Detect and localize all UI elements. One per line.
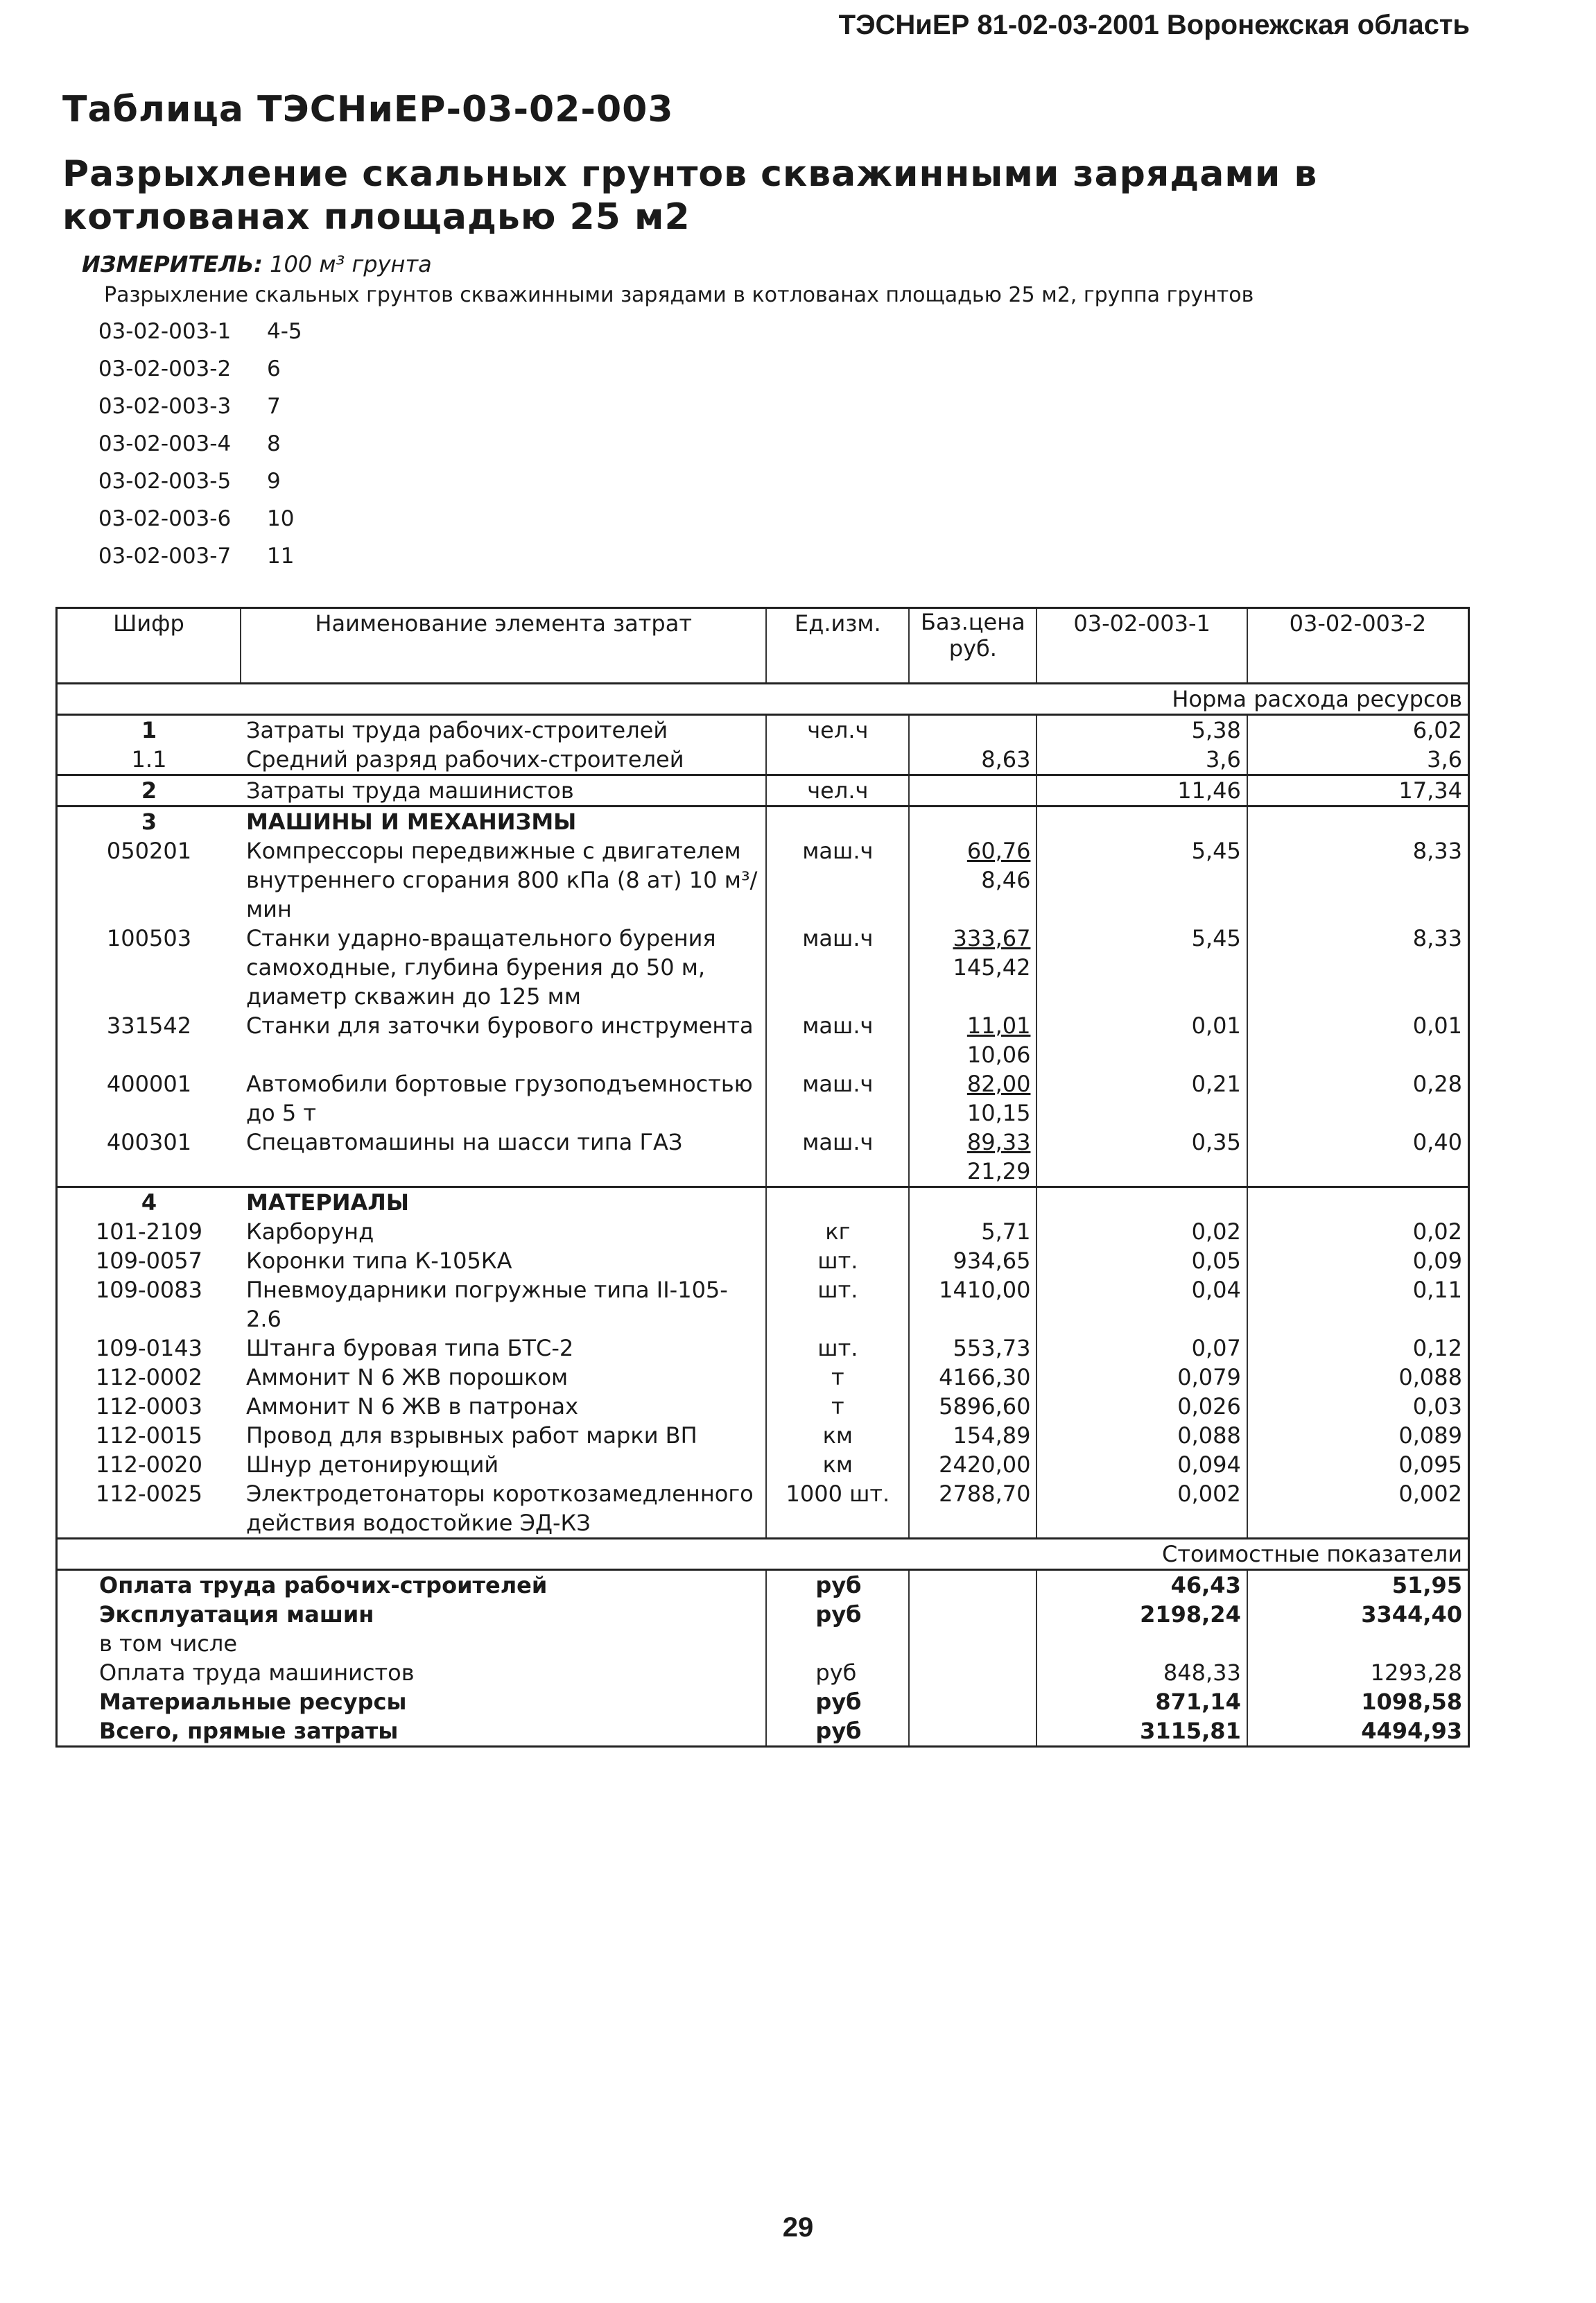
row-code: 109-0083 (95, 1277, 202, 1303)
code-list-code: 03-02-003-7 (98, 544, 232, 569)
table-row (57, 1069, 1469, 1128)
row-name: Коронки типа К-105КА (241, 1246, 766, 1275)
row-price-wage: 8,46 (981, 867, 1031, 893)
row-value-1: 5,45 (1036, 836, 1247, 924)
summary-unit: руб (766, 1600, 909, 1629)
row-unit: км (766, 1421, 909, 1450)
row-value-2: 3,6 (1427, 746, 1462, 773)
row-price-wage: 145,42 (953, 954, 1031, 981)
table-row (57, 715, 1469, 745)
summary-row (57, 1600, 1469, 1629)
row-price (909, 1128, 1036, 1187)
code-list-group: 10 (267, 506, 295, 531)
row-price (909, 924, 1036, 1011)
summary-value-2 (1247, 1629, 1469, 1658)
row-name: Пневмоударники погружные типа II-105-2.6 (241, 1275, 766, 1334)
row-value-2: 6,02 (1247, 715, 1469, 745)
page-number: 29 (782, 2212, 814, 2243)
code-list-code: 03-02-003-6 (98, 506, 232, 531)
row-value-2: 0,088 (1398, 1364, 1462, 1390)
row-price-wage: 21,29 (966, 1158, 1031, 1184)
summary-value-1: 848,33 (1036, 1658, 1247, 1687)
row-name: Штанга буровая типа БТС-2 (241, 1334, 766, 1363)
col-header-code: Шифр (57, 608, 241, 684)
row-code: 1.1 (131, 746, 167, 773)
measure-value: 100 м³ грунта (270, 251, 432, 277)
table-header-row (57, 608, 1469, 684)
row-value-1: 0,01 (1036, 1011, 1247, 1069)
row-unit: маш.ч (766, 836, 909, 924)
row-code: 400001 (106, 1071, 192, 1097)
row-price-total: 89,33 (966, 1129, 1031, 1155)
row-unit: чел.ч (766, 775, 909, 807)
row-name: Шнур детонирующий (241, 1450, 766, 1479)
row-value-1 (1036, 1187, 1247, 1218)
row-value-2 (1247, 807, 1469, 837)
row-code: 112-0020 (95, 1451, 202, 1478)
table-row (57, 1450, 1469, 1479)
row-value-1: 0,079 (1036, 1363, 1247, 1392)
table-row (57, 1187, 1469, 1218)
row-code: 1 (57, 715, 241, 745)
row-name: Станки для заточки бурового инструмента (241, 1011, 766, 1069)
row-code: 4 (57, 1187, 241, 1218)
row-value-1: 0,02 (1036, 1217, 1247, 1246)
code-list-item (62, 431, 302, 469)
summary-value-2: 51,95 (1391, 1572, 1462, 1598)
intro-text: Разрыхление скальных грунтов скважинными зарядами в котлованах площадью 25 м2, группа грунтов (104, 283, 1254, 307)
row-unit: маш.ч (766, 924, 909, 1011)
code-list-item (62, 319, 302, 356)
row-unit: маш.ч (766, 1011, 909, 1069)
table-row (57, 1011, 1469, 1069)
summary-row (57, 1570, 1469, 1601)
row-name: Затраты труда машинистов (241, 775, 766, 807)
code-list-group: 8 (267, 431, 281, 456)
summary-row (57, 1629, 1469, 1658)
table-title: Таблица ТЭСНиЕР-03-02-003 (62, 89, 674, 130)
row-value-1 (1036, 807, 1247, 837)
code-list-item (62, 544, 302, 581)
table-subtitle: Разрыхление скальных грунтов скважинными зарядами в котлованах площадью 25 м2 (62, 153, 1318, 238)
row-unit: т (766, 1392, 909, 1421)
summary-row (57, 1716, 1469, 1747)
row-price (909, 1069, 1036, 1128)
norm-label: Норма расхода ресурсов (57, 684, 1469, 715)
row-name: Провод для взрывных работ марки ВП (241, 1421, 766, 1450)
row-code: 050201 (106, 838, 192, 864)
summary-price (909, 1687, 1036, 1716)
row-price (909, 1011, 1036, 1069)
code-list-code: 03-02-003-5 (98, 469, 232, 494)
row-value-1: 0,088 (1036, 1421, 1247, 1450)
summary-unit: руб (766, 1687, 909, 1716)
row-value-2 (1247, 1187, 1469, 1218)
row-value-2: 0,09 (1412, 1248, 1462, 1274)
code-list-group: 11 (267, 544, 295, 569)
row-value-2: 0,40 (1412, 1129, 1462, 1155)
row-value-2: 0,11 (1412, 1277, 1462, 1303)
row-value-1: 0,094 (1036, 1450, 1247, 1479)
row-name: Станки ударно-вращательного бурения самоходные, глубина бурения до 50 м, диаметр скважин до 125 мм (241, 924, 766, 1011)
row-value-1: 0,35 (1036, 1128, 1247, 1187)
cost-label: Стоимостные показатели (57, 1539, 1469, 1570)
summary-unit (766, 1629, 909, 1658)
summary-label: Оплата труда машинистов (57, 1658, 767, 1687)
row-price (909, 836, 1036, 924)
summary-price (909, 1658, 1036, 1687)
row-price: 934,65 (909, 1246, 1036, 1275)
row-code: 400301 (106, 1129, 192, 1155)
row-price (909, 775, 1036, 807)
row-value-2: 0,12 (1412, 1335, 1462, 1361)
row-value-2: 0,02 (1412, 1218, 1462, 1245)
row-value-2: 0,002 (1398, 1481, 1462, 1507)
summary-label: в том числе (57, 1629, 767, 1658)
row-name: Компрессоры передвижные с двигателем внутреннего сгорания 800 кПа (8 ат) 10 м³/мин (241, 836, 766, 924)
summary-label: Эксплуатация машин (57, 1600, 767, 1629)
table-row (57, 1421, 1469, 1450)
summary-value-1 (1036, 1629, 1247, 1658)
row-value-1: 5,45 (1036, 924, 1247, 1011)
row-price: 1410,00 (909, 1275, 1036, 1334)
code-list-group: 6 (267, 356, 281, 381)
row-code: 109-0057 (95, 1248, 202, 1274)
summary-value-2: 1098,58 (1361, 1689, 1462, 1715)
row-unit: маш.ч (766, 1128, 909, 1187)
row-price: 5,71 (909, 1217, 1036, 1246)
table-row (57, 1217, 1469, 1246)
row-price (909, 715, 1036, 745)
code-list-item (62, 506, 302, 544)
row-name: МАШИНЫ И МЕХАНИЗМЫ (241, 807, 766, 837)
row-unit: км (766, 1450, 909, 1479)
row-name: Аммонит N 6 ЖВ в патронах (241, 1392, 766, 1421)
row-code: 109-0143 (95, 1335, 202, 1361)
row-unit: шт. (766, 1334, 909, 1363)
code-list-group: 7 (267, 394, 281, 419)
summary-value-1: 3115,81 (1036, 1716, 1247, 1747)
table-row (57, 1334, 1469, 1363)
row-name: Аммонит N 6 ЖВ порошком (241, 1363, 766, 1392)
row-price (909, 1187, 1036, 1218)
row-price: 4166,30 (909, 1363, 1036, 1392)
code-list-code: 03-02-003-1 (98, 319, 232, 344)
table-row (57, 807, 1469, 837)
code-list-item (62, 394, 302, 431)
table-row (57, 745, 1469, 775)
summary-value-2: 1293,28 (1370, 1659, 1462, 1686)
row-name: Спецавтомашины на шасси типа ГАЗ (241, 1128, 766, 1187)
row-price: 5896,60 (909, 1392, 1036, 1421)
row-unit: маш.ч (766, 1069, 909, 1128)
col-header-price: Баз.цена руб. (909, 608, 1036, 684)
row-code: 3 (57, 807, 241, 837)
measure-line (82, 251, 432, 277)
table-row (57, 1128, 1469, 1187)
row-value-1: 5,38 (1036, 715, 1247, 745)
row-unit: шт. (766, 1275, 909, 1334)
summary-unit: руб (766, 1570, 909, 1601)
row-code: 331542 (106, 1012, 192, 1039)
code-list-code: 03-02-003-2 (98, 356, 232, 381)
row-value-1: 0,07 (1036, 1334, 1247, 1363)
row-unit: чел.ч (766, 715, 909, 745)
col-header-v1: 03-02-003-1 (1036, 608, 1247, 684)
row-name: Средний разряд рабочих-строителей (241, 745, 766, 775)
code-list-code: 03-02-003-3 (98, 394, 232, 419)
row-value-2: 0,28 (1412, 1071, 1462, 1097)
row-price: 2788,70 (909, 1479, 1036, 1539)
row-value-2: 8,33 (1412, 838, 1462, 864)
row-unit: кг (766, 1217, 909, 1246)
norm-row (57, 684, 1469, 715)
summary-label: Всего, прямые затраты (57, 1716, 767, 1747)
row-price: 154,89 (909, 1421, 1036, 1450)
row-price-total: 82,00 (966, 1071, 1031, 1097)
row-unit (766, 745, 909, 775)
row-unit (766, 807, 909, 837)
row-value-2: 0,01 (1412, 1012, 1462, 1039)
summary-row (57, 1687, 1469, 1716)
row-name: Затраты труда рабочих-строителей (241, 715, 766, 745)
col-header-unit: Ед.изм. (766, 608, 909, 684)
code-list-group: 9 (267, 469, 281, 494)
table-row (57, 1275, 1469, 1334)
summary-value-2: 4494,93 (1361, 1718, 1462, 1744)
row-price-total: 11,01 (966, 1012, 1031, 1039)
row-value-1: 0,026 (1036, 1392, 1247, 1421)
row-price-wage: 10,15 (966, 1100, 1031, 1126)
row-value-1: 0,21 (1036, 1069, 1247, 1128)
table-row (57, 1363, 1469, 1392)
cost-row (57, 1539, 1469, 1570)
table-row (57, 1246, 1469, 1275)
row-unit: 1000 шт. (766, 1479, 909, 1539)
row-price-total: 333,67 (953, 925, 1031, 951)
summary-unit: руб (766, 1658, 909, 1687)
table-row (57, 1479, 1469, 1539)
col-header-name: Наименование элемента затрат (241, 608, 766, 684)
row-price (909, 807, 1036, 837)
measure-label: ИЗМЕРИТЕЛЬ: (82, 251, 263, 277)
row-value-2: 0,095 (1398, 1451, 1462, 1478)
summary-value-2: 3344,40 (1361, 1601, 1462, 1628)
row-value-1: 3,6 (1036, 745, 1247, 775)
row-code: 100503 (106, 925, 192, 951)
row-value-2: 0,089 (1398, 1422, 1462, 1449)
table-row (57, 1392, 1469, 1421)
row-value-2: 17,34 (1247, 775, 1469, 807)
row-code: 112-0015 (95, 1422, 202, 1449)
row-name: Автомобили бортовые грузоподъемностью до 5 т (241, 1069, 766, 1128)
code-list-group: 4-5 (267, 319, 302, 344)
running-header: ТЭСНиЕР 81-02-03-2001 Воронежская область (838, 10, 1470, 40)
summary-price (909, 1716, 1036, 1747)
row-unit: т (766, 1363, 909, 1392)
row-name: МАТЕРИАЛЫ (241, 1187, 766, 1218)
row-price: 553,73 (909, 1334, 1036, 1363)
col-header-v2: 03-02-003-2 (1247, 608, 1469, 684)
code-list-item (62, 469, 302, 506)
row-unit (766, 1187, 909, 1218)
row-code: 112-0002 (95, 1364, 202, 1390)
summary-label: Оплата труда рабочих-строителей (57, 1570, 767, 1601)
code-list (62, 319, 302, 581)
row-value-1: 0,04 (1036, 1275, 1247, 1334)
summary-price (909, 1629, 1036, 1658)
row-value-1: 11,46 (1036, 775, 1247, 807)
summary-label: Материальные ресурсы (57, 1687, 767, 1716)
row-value-1: 0,05 (1036, 1246, 1247, 1275)
row-value-2: 8,33 (1412, 925, 1462, 951)
summary-row (57, 1658, 1469, 1687)
row-code: 101-2109 (95, 1218, 202, 1245)
summary-value-1: 871,14 (1036, 1687, 1247, 1716)
code-list-code: 03-02-003-4 (98, 431, 232, 456)
code-list-item (62, 356, 302, 394)
row-price-wage: 10,06 (966, 1042, 1031, 1068)
summary-value-1: 46,43 (1036, 1570, 1247, 1601)
table-row (57, 836, 1469, 924)
row-price-total: 60,76 (966, 838, 1031, 864)
summary-price (909, 1570, 1036, 1601)
row-value-1: 0,002 (1036, 1479, 1247, 1539)
summary-price (909, 1600, 1036, 1629)
summary-value-1: 2198,24 (1036, 1600, 1247, 1629)
row-unit: шт. (766, 1246, 909, 1275)
row-value-2: 0,03 (1412, 1393, 1462, 1420)
row-name: Карборунд (241, 1217, 766, 1246)
summary-unit: руб (766, 1716, 909, 1747)
row-price: 8,63 (909, 745, 1036, 775)
row-price: 2420,00 (909, 1450, 1036, 1479)
resource-table (55, 607, 1470, 1748)
table-row (57, 775, 1469, 807)
row-name: Электродетонаторы короткозамедленного действия водостойкие ЭД-КЗ (241, 1479, 766, 1539)
row-code: 112-0003 (95, 1393, 202, 1420)
table-row (57, 924, 1469, 1011)
row-code: 2 (57, 775, 241, 807)
row-code: 112-0025 (95, 1481, 202, 1507)
